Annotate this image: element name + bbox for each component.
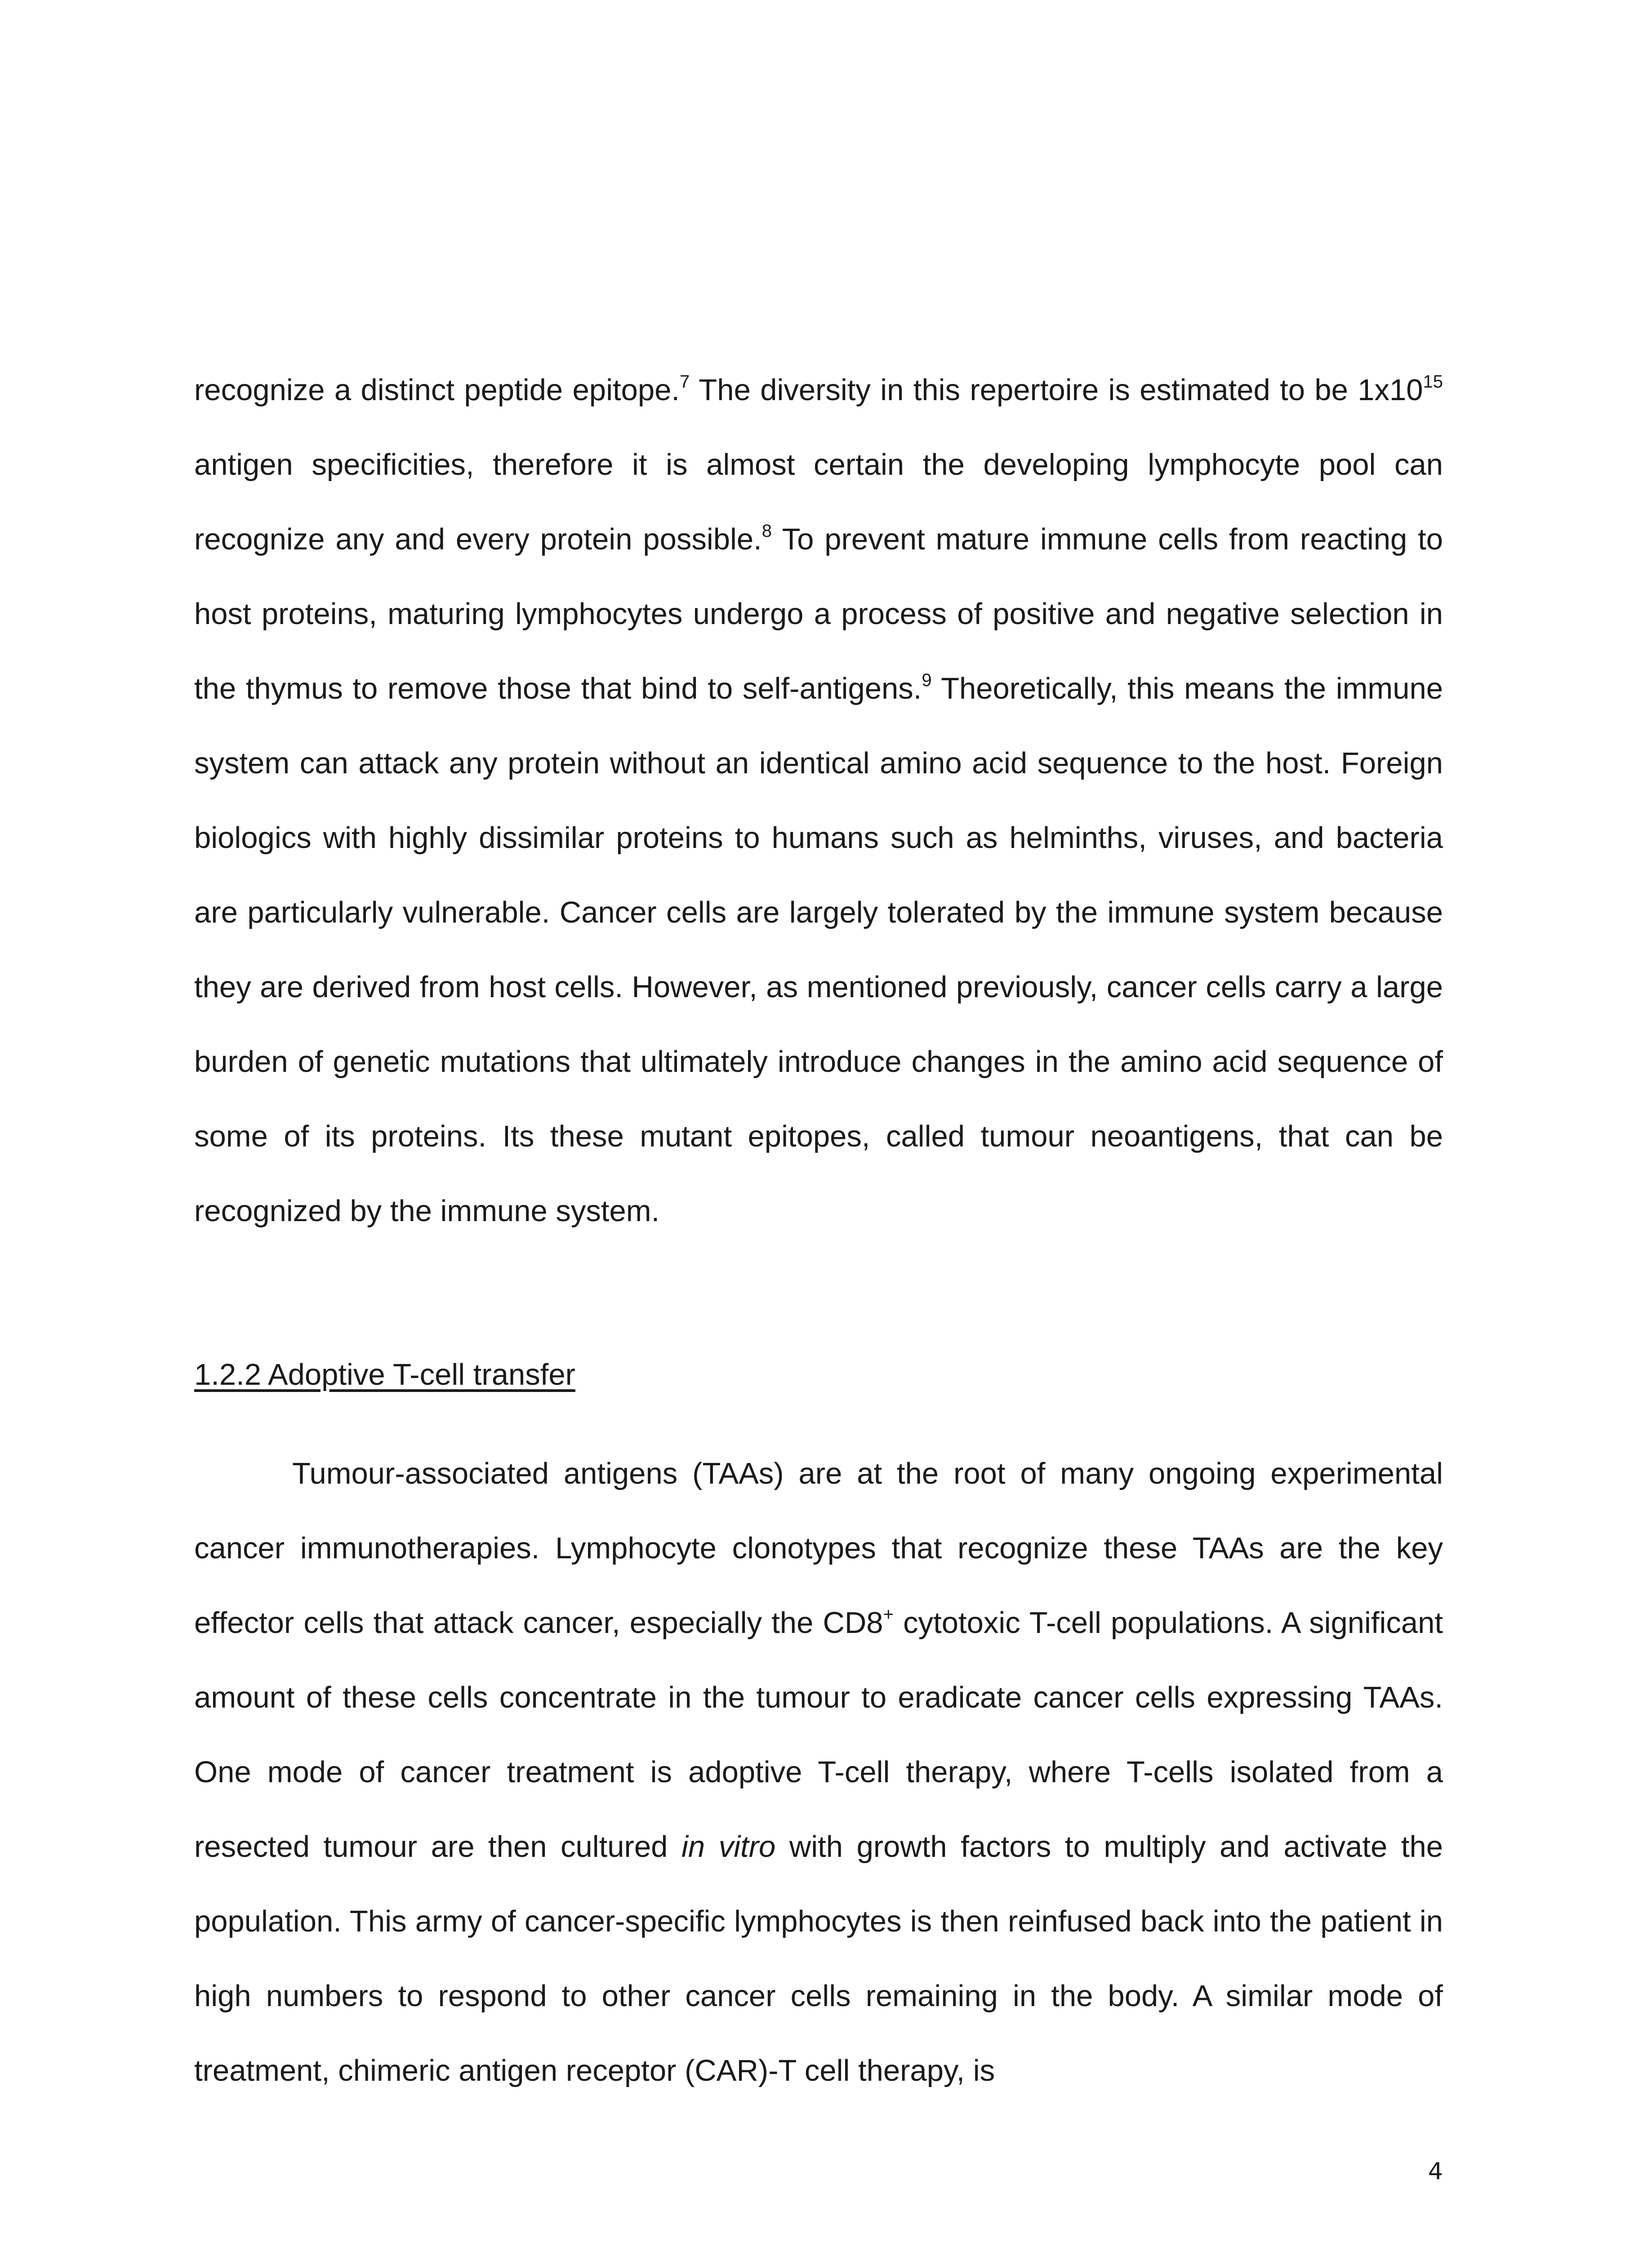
exponent-superscript: 15 [1423, 372, 1443, 392]
italic-term: in vitro [681, 1830, 776, 1864]
paragraph-text: Tumour-associated antigens (TAAs) are at the root of many ongoing experimental cancer immunotherapies. Lymphocyte clonotypes that recognize these TAAs are the key effector cells that attack cancer, especially the CD8 [194, 1457, 1443, 1640]
body-paragraph-2 [194, 1436, 1443, 2108]
citation-superscript-8: 8 [761, 521, 772, 541]
cd8-plus-superscript: + [883, 1605, 894, 1624]
section-heading: 1.2.2 Adoptive T-cell transfer [194, 1358, 575, 1392]
paragraph-text: Theoretically, this means the immune system can attack any protein without an identical amino acid sequence to the host. Foreign biologics with highly dissimilar proteins to humans such as helminths, viruses, and bacteria are particularly vulnerable. Cancer cells are largely tolerated by the immune system because they are derived from host cells. However, as mentioned previously, cancer cells carry a large burden of genetic mutations that ultimately introduce changes in the amino acid sequence of some of its proteins. Its these mutant epitopes, called tumour neoantigens, that can be recognized by the immune system. [194, 672, 1443, 1228]
paragraph-text: To prevent mature immune cells from reacting to host proteins, maturing lymphocytes undergo a process of positive and negative selection in the thymus to remove those that bind to self-antigens. [194, 522, 1443, 705]
page-number: 4 [1428, 2158, 1443, 2185]
paragraph-text: with growth factors to multiply and activate the population. This army of cancer-specific lymphocytes is then reinfused back into the patient in high numbers to respond to other cancer cells remaining in the body. A similar mode of treatment, chimeric antigen receptor (CAR)-T cell therapy, is [194, 1830, 1443, 2087]
body-paragraph-1 [194, 353, 1443, 1249]
citation-superscript-7: 7 [679, 372, 690, 392]
paragraph-text: antigen specificities, therefore it is almost certain the developing lymphocyte pool can recognize any and every protein possible. [194, 448, 1443, 556]
citation-superscript-9: 9 [922, 670, 932, 690]
paragraph-text: recognize a distinct peptide epitope. [194, 373, 680, 407]
paragraph-text: cytotoxic T-cell populations. A significant amount of these cells concentrate in the tumour to eradicate cancer cells expressing TAAs. One mode of cancer treatment is adoptive T-cell therapy, where T-cells isolated from a resected tumour are then cultured [194, 1606, 1443, 1864]
paragraph-text: The diversity in this repertoire is estimated to be 1x10 [690, 373, 1423, 407]
